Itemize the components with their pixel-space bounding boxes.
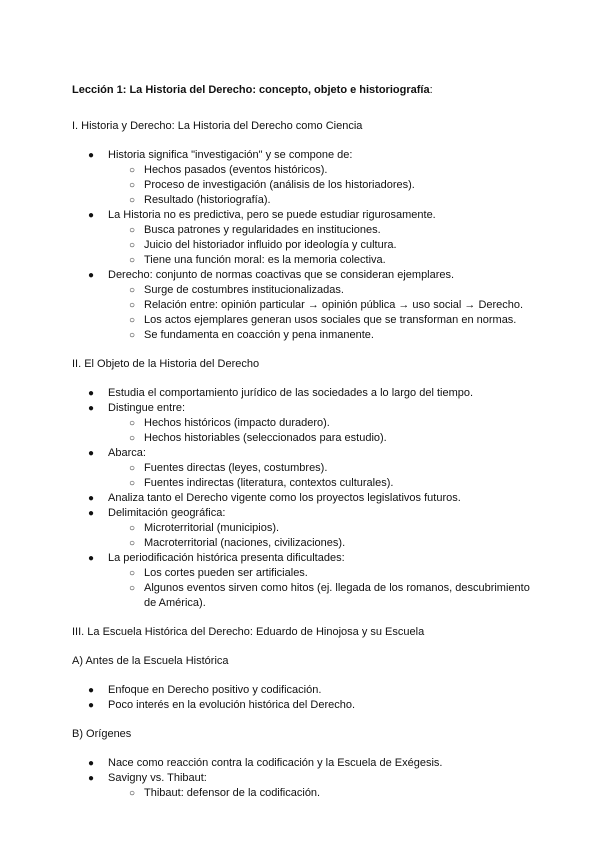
filled-bullet-icon: ● xyxy=(88,448,95,459)
hollow-bullet-icon: ○ xyxy=(129,568,136,579)
filled-bullet-icon: ● xyxy=(88,388,95,399)
sub-list-item-text: Juicio del historiador influido por ideología y cultura. xyxy=(144,239,397,251)
sub-list-item-text: Los cortes pueden ser artificiales. xyxy=(144,567,308,579)
sub-list-item xyxy=(108,178,542,193)
sub-list-item-text: Busca patrones y regularidades en instituciones. xyxy=(144,224,381,236)
sub-list-item xyxy=(108,313,542,328)
bullet-list xyxy=(72,386,542,611)
sub-list-item-text: Algunos eventos sirven como hitos (ej. llegada de los romanos, descubrimiento de América). xyxy=(144,582,530,609)
list-item-text: Analiza tanto el Derecho vigente como los proyectos legislativos futuros. xyxy=(108,492,461,504)
sub-bullet-list xyxy=(108,566,542,611)
list-item-text: Abarca: xyxy=(108,447,146,459)
sub-list-item-text: Los actos ejemplares generan usos sociales que se transforman en normas. xyxy=(144,314,517,326)
hollow-bullet-icon: ○ xyxy=(129,180,136,191)
sub-list-item xyxy=(108,298,542,313)
filled-bullet-icon: ● xyxy=(88,403,95,414)
sub-list-item xyxy=(108,163,542,178)
hollow-bullet-icon: ○ xyxy=(129,418,136,429)
section-heading: II. El Objeto de la Historia del Derecho xyxy=(72,358,260,370)
lesson-title xyxy=(72,83,542,98)
sub-list-item xyxy=(108,521,542,536)
sub-list-item xyxy=(108,536,542,551)
sub-bullet-list xyxy=(108,461,542,491)
sub-list-item-text: Tiene una función moral: es la memoria colectiva. xyxy=(144,254,386,266)
sub-list-item xyxy=(108,328,542,343)
sub-list-item xyxy=(108,223,542,238)
list-item xyxy=(72,683,542,698)
hollow-bullet-icon: ○ xyxy=(129,433,136,444)
sub-list-item xyxy=(108,283,542,298)
sub-list-item xyxy=(108,581,542,611)
hollow-bullet-icon: ○ xyxy=(129,538,136,549)
sub-list-item-text: Hechos pasados (eventos históricos). xyxy=(144,164,328,176)
sub-list-item-text: Microterritorial (municipios). xyxy=(144,522,280,534)
sub-bullet-list xyxy=(108,223,542,268)
lesson-title-text: Lección 1: La Historia del Derecho: concepto, objeto e historiografía xyxy=(72,84,430,96)
list-item xyxy=(72,446,542,491)
sub-list-item-text: Thibaut: defensor de la codificación. xyxy=(144,787,321,799)
list-item xyxy=(72,756,542,771)
list-item xyxy=(72,401,542,446)
filled-bullet-icon: ● xyxy=(88,210,95,221)
list-item xyxy=(72,491,542,506)
bullet-list xyxy=(72,756,542,801)
sub-list-item-text: Proceso de investigación (análisis de los historiadores). xyxy=(144,179,415,191)
list-item-text: Estudia el comportamiento jurídico de las sociedades a lo largo del tiempo. xyxy=(108,387,474,399)
list-item-text: Historia significa "investigación" y se compone de: xyxy=(108,149,353,161)
hollow-bullet-icon: ○ xyxy=(129,285,136,296)
sub-list-item-text: Se fundamenta en coacción y pena inmanente. xyxy=(144,329,374,341)
sub-list-item xyxy=(108,253,542,268)
hollow-bullet-icon: ○ xyxy=(129,330,136,341)
list-item xyxy=(72,386,542,401)
sub-bullet-list xyxy=(108,786,542,801)
sub-list-item xyxy=(108,461,542,476)
sub-bullet-list xyxy=(108,163,542,208)
list-item xyxy=(72,698,542,713)
list-item-text: Nace como reacción contra la codificación y la Escuela de Exégesis. xyxy=(108,757,443,769)
list-item xyxy=(72,506,542,551)
sub-list-item-text: Hechos históricos (impacto duradero). xyxy=(144,417,330,429)
sub-list-item-text: Hechos historiables (seleccionados para estudio). xyxy=(144,432,387,444)
hollow-bullet-icon: ○ xyxy=(129,583,136,594)
bullet-list xyxy=(72,148,542,343)
hollow-bullet-icon: ○ xyxy=(129,255,136,266)
list-item-text: La Historia no es predictiva, pero se puede estudiar rigurosamente. xyxy=(108,209,436,221)
sub-list-item xyxy=(108,416,542,431)
list-item-text: Poco interés en la evolución histórica del Derecho. xyxy=(108,699,356,711)
hollow-bullet-icon: ○ xyxy=(129,315,136,326)
section-heading: I. Historia y Derecho: La Historia del Derecho como Ciencia xyxy=(72,120,363,132)
sub-list-item-text: Relación entre: opinión particular → opinión pública → uso social → Derecho. xyxy=(144,299,524,311)
section-heading: A) Antes de la Escuela Histórica xyxy=(72,655,229,667)
list-item-text: Enfoque en Derecho positivo y codificación. xyxy=(108,684,322,696)
filled-bullet-icon: ● xyxy=(88,773,95,784)
hollow-bullet-icon: ○ xyxy=(129,523,136,534)
hollow-bullet-icon: ○ xyxy=(129,165,136,176)
filled-bullet-icon: ● xyxy=(88,493,95,504)
hollow-bullet-icon: ○ xyxy=(129,225,136,236)
sub-list-item xyxy=(108,786,542,801)
list-item xyxy=(72,551,542,611)
section-heading: B) Orígenes xyxy=(72,728,132,740)
sub-bullet-list xyxy=(108,521,542,551)
filled-bullet-icon: ● xyxy=(88,553,95,564)
hollow-bullet-icon: ○ xyxy=(129,478,136,489)
hollow-bullet-icon: ○ xyxy=(129,463,136,474)
sub-list-item-text: Resultado (historiografía). xyxy=(144,194,271,206)
filled-bullet-icon: ● xyxy=(88,150,95,161)
hollow-bullet-icon: ○ xyxy=(129,240,136,251)
sub-list-item xyxy=(108,431,542,446)
section-heading: III. La Escuela Histórica del Derecho: Eduardo de Hinojosa y su Escuela xyxy=(72,626,425,638)
sub-bullet-list xyxy=(108,416,542,446)
bullet-list xyxy=(72,683,542,713)
list-item xyxy=(72,771,542,801)
hollow-bullet-icon: ○ xyxy=(129,788,136,799)
filled-bullet-icon: ● xyxy=(88,508,95,519)
sub-list-item xyxy=(108,566,542,581)
sub-list-item-text: Fuentes directas (leyes, costumbres). xyxy=(144,462,328,474)
sub-list-item-text: Fuentes indirectas (literatura, contextos culturales). xyxy=(144,477,394,489)
list-item-text: Distingue entre: xyxy=(108,402,186,414)
list-item-text: La periodificación histórica presenta dificultades: xyxy=(108,552,345,564)
sub-list-item-text: Surge de costumbres institucionalizadas. xyxy=(144,284,344,296)
sub-list-item-text: Macroterritorial (naciones, civilizaciones). xyxy=(144,537,346,549)
filled-bullet-icon: ● xyxy=(88,270,95,281)
sub-list-item xyxy=(108,193,542,208)
filled-bullet-icon: ● xyxy=(88,758,95,769)
list-item xyxy=(72,208,542,268)
list-item xyxy=(72,268,542,343)
list-item-text: Savigny vs. Thibaut: xyxy=(108,772,207,784)
sections-container xyxy=(72,119,542,815)
filled-bullet-icon: ● xyxy=(88,685,95,696)
list-item-text: Delimitación geográfica: xyxy=(108,507,226,519)
hollow-bullet-icon: ○ xyxy=(129,300,136,311)
filled-bullet-icon: ● xyxy=(88,700,95,711)
list-item xyxy=(72,148,542,208)
hollow-bullet-icon: ○ xyxy=(129,195,136,206)
sub-list-item xyxy=(108,476,542,491)
sub-list-item xyxy=(108,238,542,253)
sub-bullet-list xyxy=(108,283,542,343)
document-page xyxy=(72,83,542,815)
lesson-title-colon: : xyxy=(429,84,433,96)
list-item-text: Derecho: conjunto de normas coactivas que se consideran ejemplares. xyxy=(108,269,455,281)
